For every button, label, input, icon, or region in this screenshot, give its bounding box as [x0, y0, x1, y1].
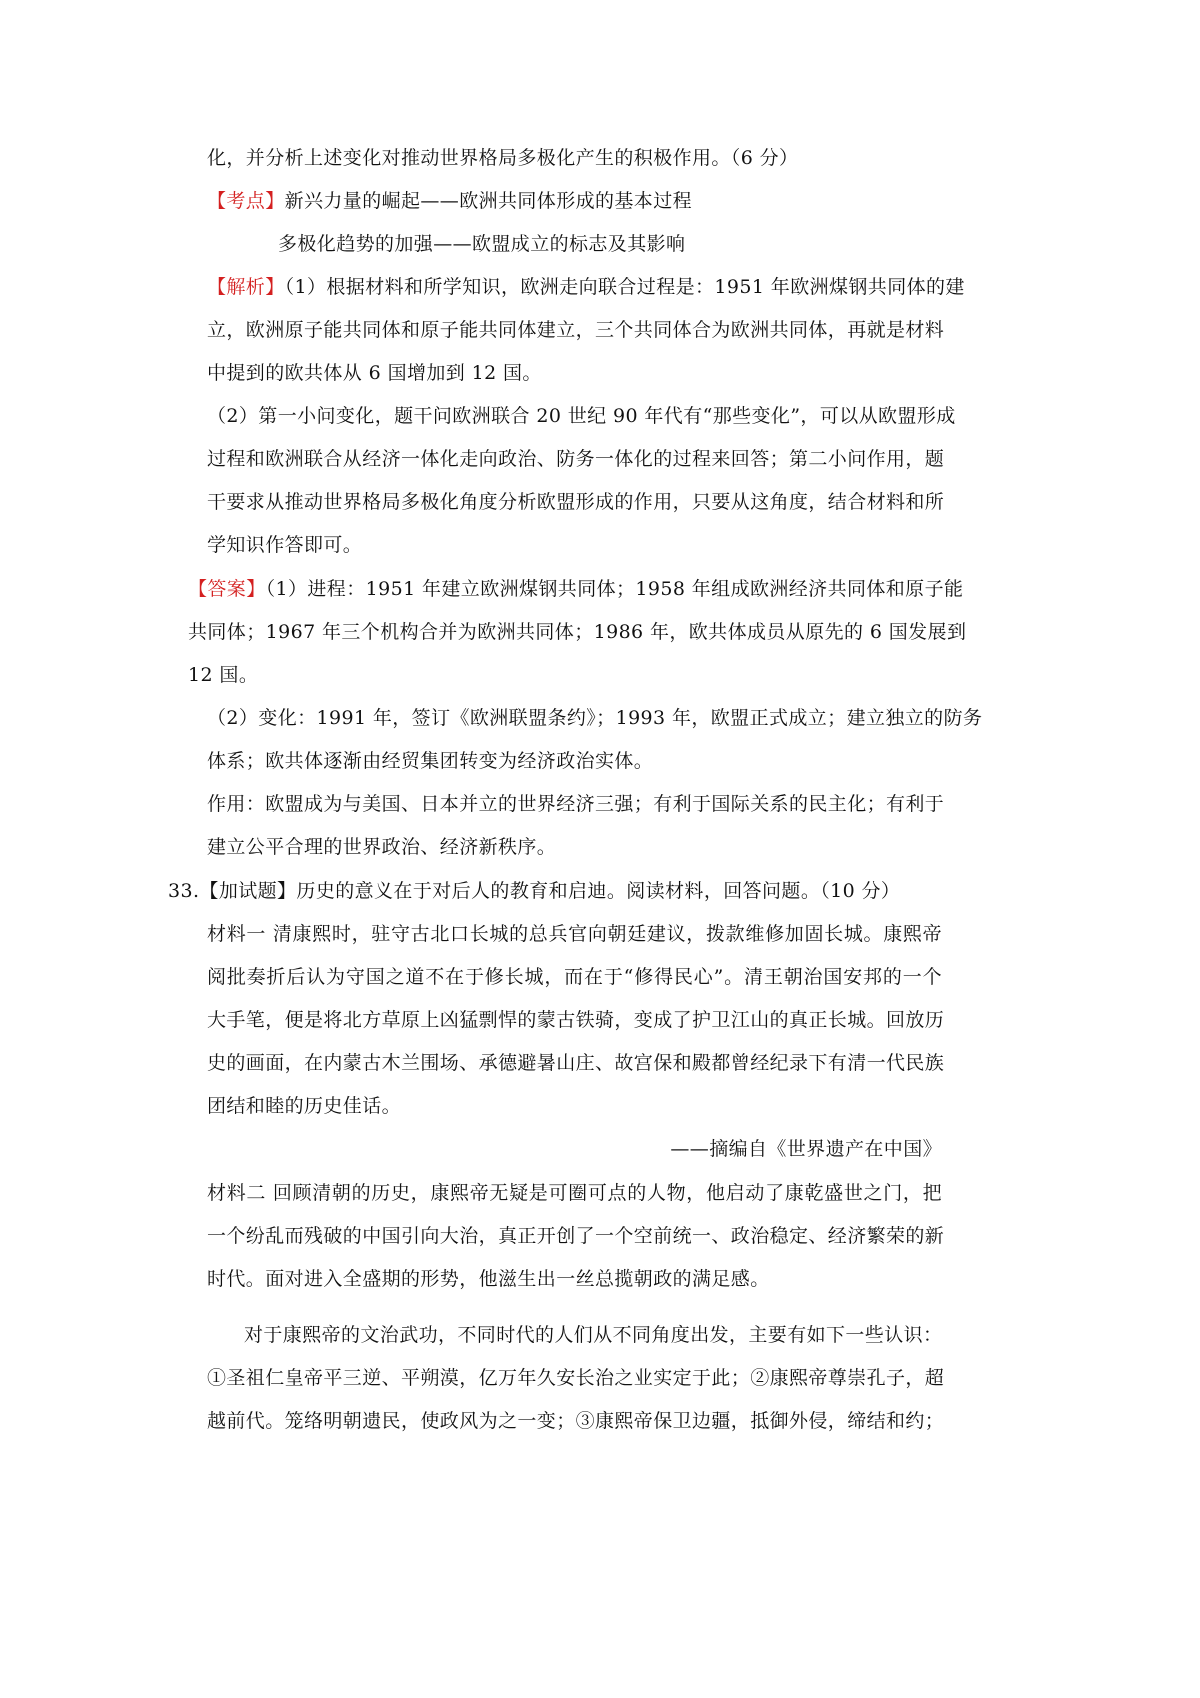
jiexi-p1-line-3: 中提到的欧共体从 6 国增加到 12 国。 [207, 362, 542, 384]
q33-m1-source: ——摘编自《世界遗产在中国》 [670, 1138, 942, 1160]
daan-p2-line-1: （2）变化：1991 年，签订《欧洲联盟条约》；1993 年，欧盟正式成立；建立独立的防务 [207, 707, 983, 729]
q33-m1-line-5: 团结和睦的历史佳话。 [207, 1095, 402, 1117]
daan-tag: 【答案】 [188, 578, 266, 600]
q33-m2-text-1: 回顾清朝的历史，康熙帝无疑是可圈可点的人物，他启动了康乾盛世之门，把 [272, 1182, 942, 1204]
q33-m1-line-4: 史的画面，在内蒙古木兰围场、承德避暑山庄、故宫保和殿都曾经纪录下有清一代民族 [207, 1052, 945, 1074]
q33-stem: 33.【加试题】历史的意义在于对后人的教育和启迪。阅读材料，回答问题。（10 分） [168, 880, 901, 902]
jiexi-p2-line-3: 干要求从推动世界格局多极化角度分析欧盟形成的作用，只要从这角度，结合材料和所 [207, 491, 945, 513]
jiexi-p2-line-1: （2）第一小问变化，题干问欧洲联合 20 世纪 90 年代有“那些变化”，可以从欧盟形成 [207, 405, 956, 427]
jiexi-p1-text-1: （1）根据材料和所学知识，欧洲走向联合过程是：1951 年欧洲煤钢共同体的建 [284, 276, 965, 298]
q33-m2-line-6: 越前代。笼络明朝遗民，使政风为之一变；③康熙帝保卫边疆，抵御外侵，缔结和约； [207, 1410, 945, 1432]
q33-m1-line-2: 阅批奏折后认为守国之道不在于修长城，而在于“修得民心”。清王朝治国安邦的一个 [207, 966, 942, 988]
q33-m2-label: 材料二 [207, 1182, 267, 1204]
jiexi-tag: 【解析】 [207, 276, 285, 298]
jiexi-p2-line-4: 学知识作答即可。 [207, 534, 363, 556]
kaodian-line-1 [207, 186, 707, 216]
q33-m2-line-5: ①圣祖仁皇帝平三逆、平朔漠，亿万年久安长治之业实定于此；②康熙帝尊崇孔子，超 [207, 1367, 945, 1389]
q33-m2-line-2: 一个纷乱而残破的中国引向大治，真正开创了一个空前统一、政治稳定、经济繁荣的新 [207, 1225, 945, 1247]
kaodian-text-1: 新兴力量的崛起——欧洲共同体形成的基本过程 [284, 190, 693, 212]
q33-m1-text-1: 清康熙时，驻守古北口长城的总兵官向朝廷建议，拨款维修加固长城。康熙帝 [272, 923, 942, 945]
daan-p1-line-3: 12 国。 [188, 664, 259, 686]
q33-m2-line-1 [207, 1178, 942, 1208]
jiexi-line-1 [207, 272, 965, 302]
q33-m2-line-4: 对于康熙帝的文治武功，不同时代的人们从不同角度出发，主要有如下一些认识： [244, 1324, 943, 1346]
daan-p2-line-2: 体系；欧共体逐渐由经贸集团转变为经济政治实体。 [207, 750, 654, 772]
daan-line-1 [188, 574, 964, 604]
q33-m2-line-3: 时代。面对进入全盛期的形势，他滋生出一丝总揽朝政的满足感。 [207, 1268, 770, 1290]
daan-p1-text-1: （1）进程：1951 年建立欧洲煤钢共同体；1958 年组成欧洲经济共同体和原子能 [265, 578, 964, 600]
q33-m1-label: 材料一 [207, 923, 267, 945]
jiexi-p2-line-2: 过程和欧洲联合从经济一体化走向政治、防务一体化的过程来回答；第二小问作用，题 [207, 448, 945, 470]
daan-p1-line-2: 共同体；1967 年三个机构合并为欧洲共同体；1986 年，欧共体成员从原先的 6 国发展到 [188, 621, 967, 643]
question-tail: 化，并分析上述变化对推动世界格局多极化产生的积极作用。（6 分） [207, 147, 799, 169]
daan-p3-line-1: 作用：欧盟成为与美国、日本并立的世界经济三强；有利于国际关系的民主化；有利于 [207, 793, 945, 815]
q33-m1-line-3: 大手笔，便是将北方草原上凶猛剽悍的蒙古铁骑，变成了护卫江山的真正长城。回放历 [207, 1009, 945, 1031]
jiexi-p1-line-2: 立，欧洲原子能共同体和原子能共同体建立，三个共同体合为欧洲共同体，再就是材料 [207, 319, 945, 341]
daan-p3-line-2: 建立公平合理的世界政治、经济新秩序。 [207, 836, 557, 858]
kaodian-tag: 【考点】 [207, 190, 285, 212]
kaodian-line-2: 多极化趋势的加强——欧盟成立的标志及其影响 [278, 233, 686, 255]
q33-m1-line-1 [207, 919, 942, 949]
